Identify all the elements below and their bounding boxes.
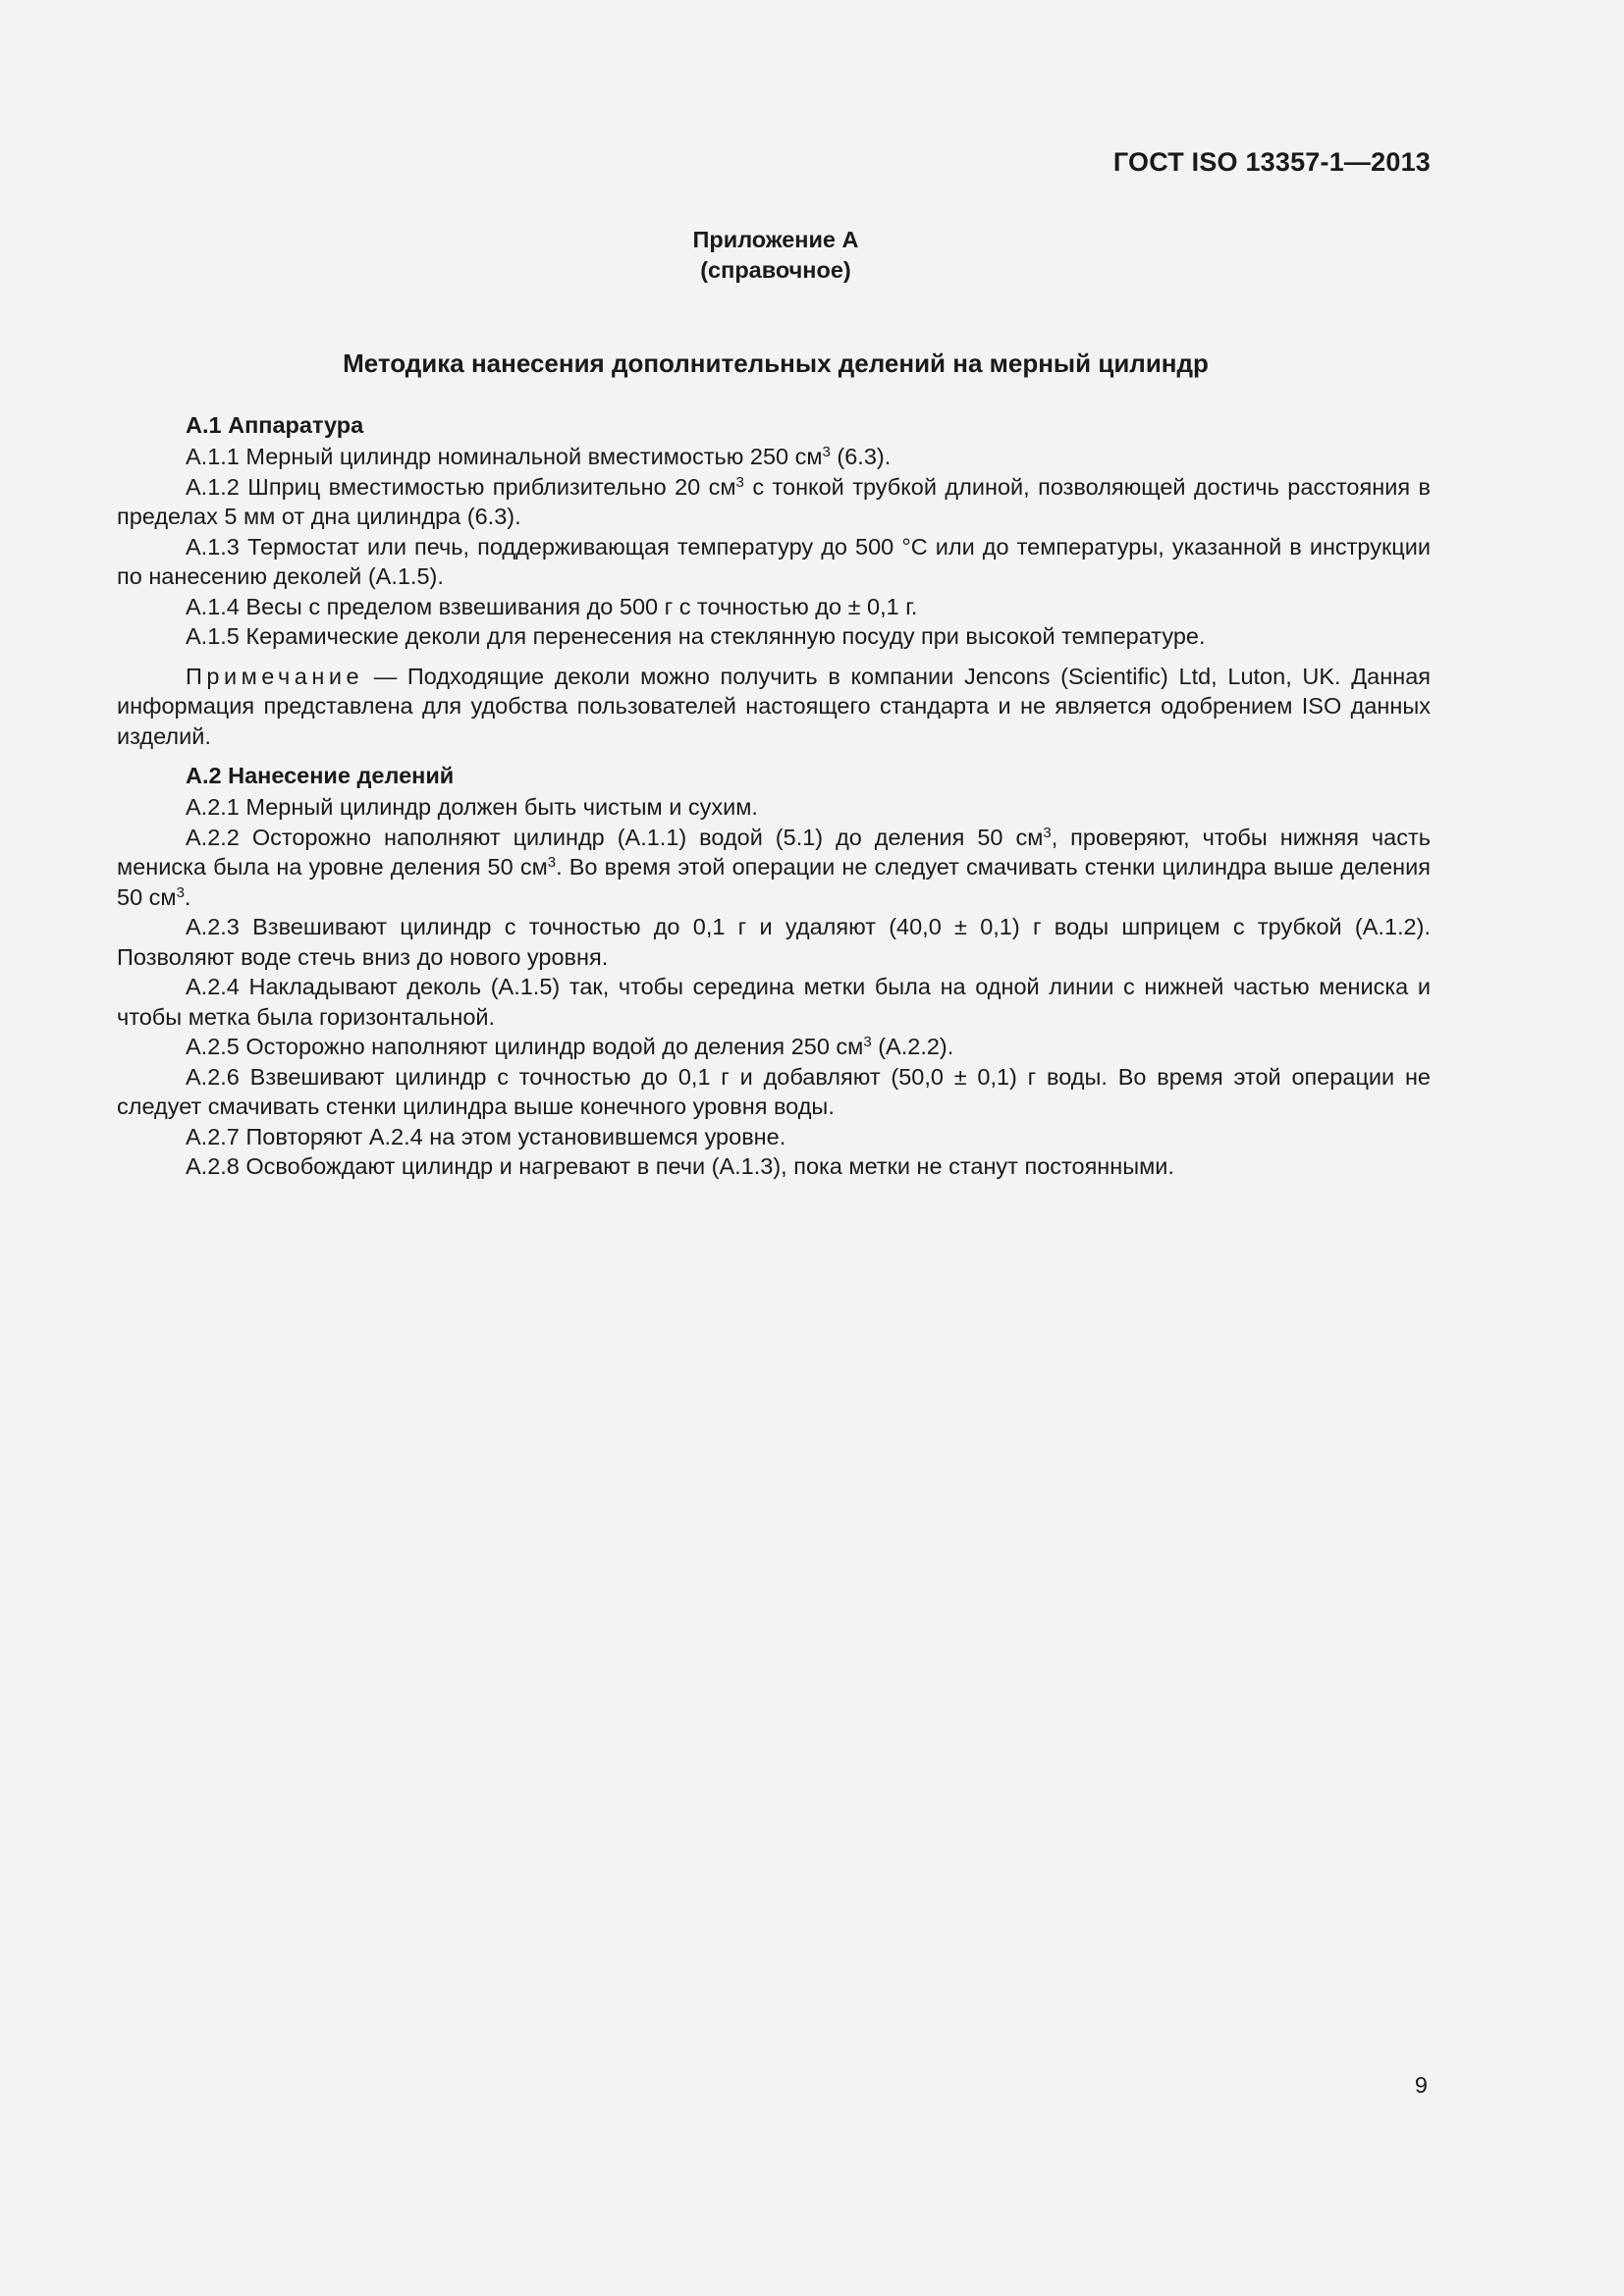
superscript: 3 (547, 854, 557, 871)
clause-a-2-5 (117, 1032, 1431, 1062)
clause-text: (А.2.2). (871, 1034, 954, 1059)
clause-text: (6.3). (830, 444, 892, 469)
superscript: 3 (863, 1034, 872, 1050)
note-label: Примечание (186, 663, 364, 689)
superscript: 3 (735, 473, 744, 491)
clause-text: . Во время этой операции не следует смачивать стенки цилиндра выше деления 50 см (117, 854, 1432, 910)
clause-a-2-2 (117, 823, 1431, 913)
annex-type: (справочное) (700, 257, 851, 283)
superscript: 3 (822, 444, 831, 460)
clause-text: с тонкой трубкой длиной, позволяющей достичь расстояния в пределах 5 мм от дна цилиндра (6.3). (117, 473, 1431, 529)
section-heading-a1: А.1 Аппаратура (186, 412, 364, 438)
clause-a-2-4: А.2.4 Накладывают деколь (А.1.5) так, чтобы середина метки была на одной линии с нижней частью мениска и чтобы метка была горизонтальной. (117, 974, 1431, 1030)
clause-a-1-5: А.1.5 Керамические деколи для перенесения на стеклянную посуду при высокой температуре. (186, 623, 1206, 649)
clause-text: А.1.2 Шприц вместимостью приблизительно 20 см (186, 473, 736, 500)
document-body (117, 410, 1431, 1182)
clause-a-2-7: А.2.7 Повторяют А.2.4 на этом установившемся уровне. (186, 1123, 786, 1149)
section-heading-a2: А.2 Нанесение делений (186, 763, 455, 788)
clause-a-1-3: А.1.3 Термостат или печь, поддерживающая температуру до 500 °С или до температуры, указанной в инструкции по нанесению деколей (А.1.5). (117, 533, 1431, 589)
clause-a-1-1 (117, 442, 1431, 472)
page-title: Методика нанесения дополнительных делений на мерный цилиндр (343, 348, 1209, 378)
annex-title: Приложение А (692, 227, 859, 252)
annex-heading (0, 225, 1551, 286)
clause-text: А.2.2 Осторожно наполняют цилиндр (А.1.1) водой (5.1) до деления 50 см (186, 824, 1044, 850)
superscript: 3 (1043, 824, 1052, 841)
clause-a-2-3: А.2.3 Взвешивают цилиндр с точностью до 0,1 г и удаляют (40,0 ± 0,1) г воды шприцем с трубкой (А.1.2). Позволяют воде стечь вниз до нового уровня. (117, 914, 1431, 970)
clause-a-2-6: А.2.6 Взвешивают цилиндр с точностью до 0,1 г и добавляют (50,0 ± 0,1) г воды. Во время этой операции не следует смачивать стенки цилиндра выше конечного уровня воды. (117, 1063, 1431, 1119)
clause-a-1-2 (117, 472, 1431, 532)
clause-text: А.1.1 Мерный цилиндр номинальной вместимостью 250 см (186, 444, 823, 469)
clause-text: . (184, 883, 191, 910)
note-text: — Подходящие деколи можно получить в компании Jencons (Scientific) Ltd, Luton, UK. Данная информация представлена для удобства пользователей настоящего стандарта и не является одобрением ISO данных изделий. (117, 663, 1431, 749)
clause-a-2-1: А.2.1 Мерный цилиндр должен быть чистым и сухим. (186, 794, 758, 820)
document-code: ГОСТ ISO 13357-1—2013 (1112, 147, 1431, 177)
clause-text: А.2.5 Осторожно наполняют цилиндр водой до деления 250 см (186, 1034, 864, 1059)
clause-text: , проверяют, чтобы нижняя часть мениска была на уровне деления 50 см (117, 824, 1431, 880)
page-number: 9 (1414, 2072, 1428, 2098)
clause-a-2-8: А.2.8 Освобождают цилиндр и нагревают в печи (А.1.3), пока метки не станут постоянными. (186, 1153, 1174, 1179)
superscript: 3 (176, 883, 185, 901)
clause-a-1-4: А.1.4 Весы с пределом взвешивания до 500 г с точностью до ± 0,1 г. (186, 593, 918, 619)
note (117, 662, 1431, 752)
